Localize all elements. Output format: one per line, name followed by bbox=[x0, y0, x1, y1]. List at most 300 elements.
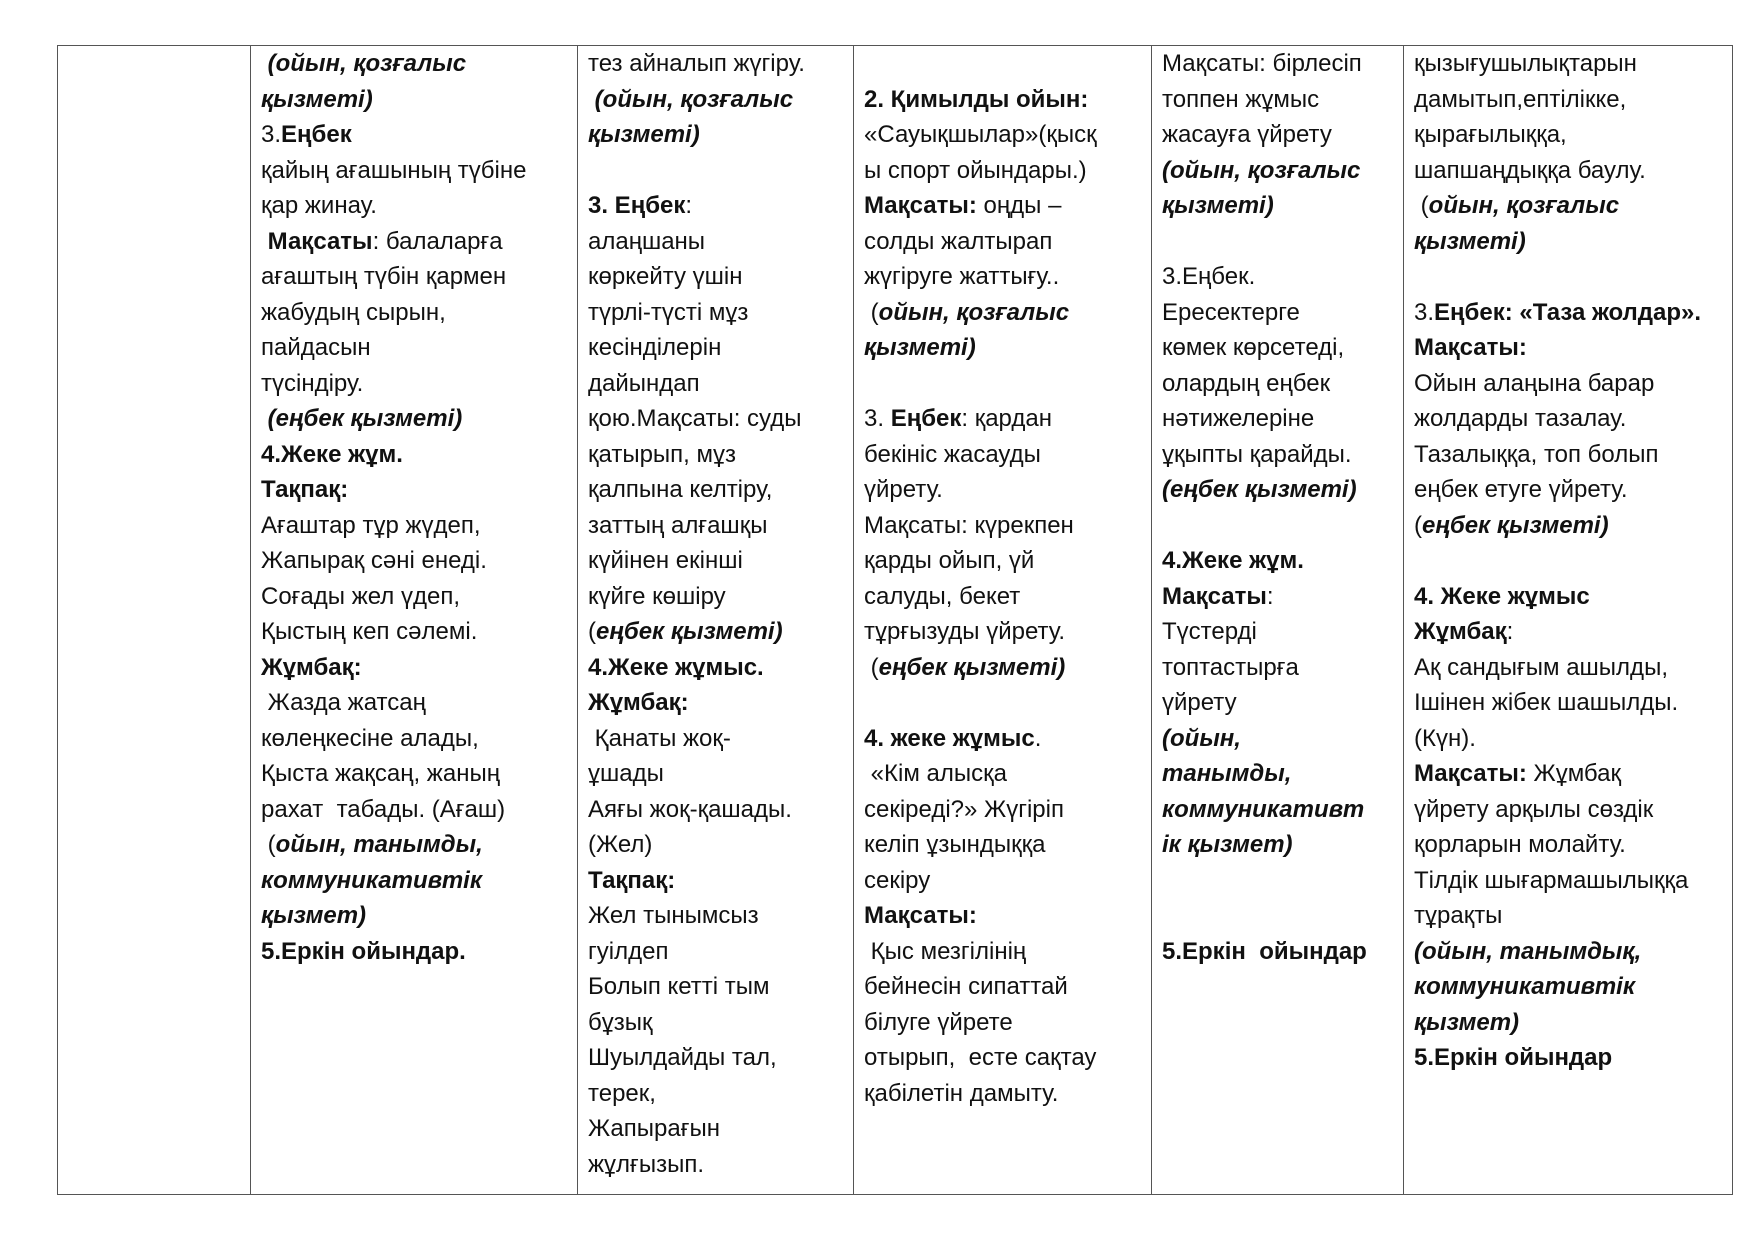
text-run: бейнесін сипаттай bbox=[864, 973, 1068, 1000]
text-line bbox=[864, 153, 1145, 189]
text-run: олардың еңбек bbox=[1162, 369, 1331, 397]
text-line bbox=[261, 330, 571, 366]
text-run bbox=[261, 50, 268, 77]
text-run: Жел тынымсыз bbox=[588, 902, 759, 929]
text-line bbox=[261, 82, 571, 118]
text-run: қабілетін дамыту. bbox=[864, 1079, 1059, 1107]
text-line bbox=[1414, 366, 1726, 402]
text-line bbox=[864, 756, 1145, 792]
text-line bbox=[261, 721, 571, 757]
text-line bbox=[261, 401, 571, 437]
text-run: Ересектерге bbox=[1162, 298, 1300, 326]
text-line bbox=[1162, 685, 1397, 721]
table-cell-col-1 bbox=[251, 46, 578, 1195]
text-line bbox=[1414, 153, 1726, 189]
text-run: еңбек қызметі) bbox=[878, 653, 1066, 681]
blank-line bbox=[864, 366, 1145, 402]
text-run: солды жалтырап bbox=[864, 227, 1053, 255]
text-run: ік қызмет) bbox=[1162, 831, 1293, 858]
text-run: топтастырға bbox=[1162, 653, 1299, 681]
text-line bbox=[1162, 472, 1397, 508]
text-line bbox=[261, 153, 571, 189]
text-run: шапшаңдыққа баулу. bbox=[1414, 156, 1646, 184]
text-line bbox=[1162, 401, 1397, 437]
text-line bbox=[1414, 934, 1726, 970]
text-line bbox=[1414, 472, 1726, 508]
text-run: Жапырағын bbox=[588, 1115, 720, 1142]
text-line bbox=[588, 259, 847, 295]
text-run: келіп ұзындыққа bbox=[864, 831, 1046, 858]
text-line bbox=[588, 224, 847, 260]
text-line bbox=[261, 437, 571, 473]
text-run: қырағылыққа, bbox=[1414, 121, 1567, 148]
text-line bbox=[588, 969, 847, 1005]
text-run: Түстерді bbox=[1162, 618, 1257, 645]
table-cell-col-2 bbox=[578, 46, 854, 1195]
text-run: Ойын алаңына барар bbox=[1414, 369, 1655, 397]
blank-line bbox=[864, 46, 1145, 82]
text-line bbox=[1162, 650, 1397, 686]
text-run: (ойын, bbox=[1162, 724, 1241, 752]
text-line bbox=[1162, 295, 1397, 331]
text-line bbox=[261, 898, 571, 934]
table-cell-col-0 bbox=[58, 46, 251, 1195]
text-line bbox=[864, 188, 1145, 224]
text-line bbox=[1162, 82, 1397, 118]
text-run: қызметі) bbox=[261, 85, 373, 113]
text-line bbox=[588, 117, 847, 153]
text-run: коммуникативтік bbox=[1414, 973, 1635, 1000]
text-run: дамытып,ептілікке, bbox=[1414, 85, 1627, 113]
text-line bbox=[261, 827, 571, 863]
text-line bbox=[588, 1076, 847, 1112]
text-line bbox=[1162, 188, 1397, 224]
text-run: (Күн). bbox=[1414, 724, 1476, 752]
text-line bbox=[1414, 188, 1726, 224]
text-line bbox=[864, 969, 1145, 1005]
text-run: Мақсаты bbox=[1162, 582, 1267, 610]
text-run: 3. bbox=[864, 405, 891, 432]
text-run: 4.Жеке жұмыс. bbox=[588, 653, 764, 681]
text-run: қызметі) bbox=[1162, 192, 1274, 219]
text-run: 3. bbox=[1414, 298, 1435, 326]
text-line bbox=[1162, 827, 1397, 863]
text-line bbox=[261, 472, 571, 508]
text-run: : bbox=[1266, 582, 1274, 610]
text-run: оңды – bbox=[976, 192, 1062, 219]
text-line bbox=[588, 934, 847, 970]
text-line bbox=[1414, 792, 1726, 828]
text-run: Мақсаты: bbox=[864, 902, 977, 929]
text-run: күйге көшіру bbox=[588, 582, 726, 610]
text-line bbox=[588, 650, 847, 686]
text-run: : bbox=[685, 192, 693, 219]
text-run: білуге үйрете bbox=[864, 1008, 1013, 1036]
text-line bbox=[261, 295, 571, 331]
text-line bbox=[864, 827, 1145, 863]
text-run: : қардан bbox=[961, 405, 1052, 432]
text-run: ұшады bbox=[588, 760, 664, 787]
text-run: жабудың сырын, bbox=[261, 298, 446, 326]
blank-line bbox=[588, 153, 847, 189]
text-run: ойын, танымды, bbox=[275, 831, 483, 858]
text-line bbox=[261, 863, 571, 899]
table-cell-col-3 bbox=[854, 46, 1152, 1195]
text-run: (ойын, қозғалыс bbox=[594, 85, 794, 113]
text-run: Тазалыққа, топ болып bbox=[1414, 440, 1659, 468]
text-line bbox=[864, 650, 1145, 686]
text-line bbox=[261, 756, 571, 792]
text-run: 5.Еркін ойындар. bbox=[261, 937, 466, 965]
text-run: Жазда жатсаң bbox=[261, 689, 426, 716]
text-run: (ойын, танымдық, bbox=[1414, 937, 1642, 965]
text-run: қою.Мақсаты: суды bbox=[588, 405, 802, 432]
text-run: Мақсаты: бірлесіп bbox=[1162, 50, 1362, 77]
text-run: ойын, қозғалыс bbox=[878, 298, 1070, 326]
text-line bbox=[1414, 863, 1726, 899]
text-line bbox=[1414, 437, 1726, 473]
text-run: Ағаштар тұр жүдеп, bbox=[261, 511, 481, 539]
text-run: еңбек қызметі) bbox=[596, 618, 783, 645]
text-run: Тақпақ: bbox=[588, 866, 676, 894]
text-run: Қанаты жоқ- bbox=[588, 724, 731, 752]
text-line bbox=[1414, 46, 1726, 82]
text-line bbox=[1414, 1040, 1726, 1076]
text-line bbox=[864, 82, 1145, 118]
text-run: ойын, қозғалыс bbox=[1428, 192, 1620, 219]
text-line bbox=[864, 224, 1145, 260]
text-run: қызығушылықтарын bbox=[1414, 50, 1637, 77]
text-run: Мақсаты: күрекпен bbox=[864, 511, 1074, 539]
text-run: : bbox=[1506, 618, 1514, 645]
text-run: отырып, есте сақтау bbox=[864, 1044, 1097, 1071]
text-run bbox=[261, 228, 268, 255]
text-line bbox=[261, 650, 571, 686]
text-run: көлеңкесіне алады, bbox=[261, 724, 479, 752]
text-run: қайың ағашының түбіне bbox=[261, 156, 527, 184]
blank-line bbox=[1162, 863, 1397, 899]
lesson-plan-table bbox=[57, 45, 1733, 1195]
text-run: 2. Қимылды ойын: bbox=[864, 85, 1089, 113]
text-line bbox=[864, 792, 1145, 828]
text-line bbox=[864, 1076, 1145, 1112]
text-run: ( bbox=[1414, 192, 1429, 219]
text-line bbox=[864, 117, 1145, 153]
text-line bbox=[588, 685, 847, 721]
text-run: 4.Жеке жұм. bbox=[261, 440, 403, 468]
text-line bbox=[1414, 224, 1726, 260]
text-run: ұқыпты қарайды. bbox=[1162, 440, 1352, 468]
text-line bbox=[261, 614, 571, 650]
text-run: (еңбек қызметі) bbox=[267, 405, 463, 432]
text-line bbox=[588, 792, 847, 828]
text-run: . bbox=[1034, 724, 1042, 752]
text-line bbox=[1414, 1005, 1726, 1041]
text-run: тұрғызуды үйрету. bbox=[864, 618, 1066, 645]
text-line bbox=[1414, 117, 1726, 153]
text-run: Жұмбақ: bbox=[261, 653, 362, 681]
text-line bbox=[1414, 508, 1726, 544]
text-run: қызмет) bbox=[261, 902, 367, 929]
text-run: үйрету. bbox=[864, 476, 943, 503]
text-run: Мақсаты: bbox=[1414, 760, 1527, 787]
text-run: жұлғызып. bbox=[588, 1150, 704, 1178]
text-run: 3.Еңбек. bbox=[1162, 263, 1256, 290]
blank-line bbox=[1414, 259, 1726, 295]
text-run: Қыс мезгілінің bbox=[864, 937, 1027, 965]
text-run: қалпына келтіру, bbox=[588, 476, 773, 503]
text-line bbox=[261, 188, 571, 224]
text-line bbox=[864, 472, 1145, 508]
text-run: қар жинау. bbox=[261, 192, 377, 219]
text-line bbox=[588, 330, 847, 366]
text-run: Тілдік шығармашылыққа bbox=[1414, 866, 1689, 894]
text-run: салуды, бекет bbox=[864, 582, 1021, 610]
text-line bbox=[864, 579, 1145, 615]
text-run: түрлі-түсті мұз bbox=[588, 298, 749, 326]
text-run: нәтижелеріне bbox=[1162, 405, 1315, 432]
text-run: пайдасын bbox=[261, 334, 371, 361]
text-line bbox=[864, 401, 1145, 437]
text-run: ы спорт ойындары.) bbox=[864, 156, 1087, 184]
text-line bbox=[1414, 401, 1726, 437]
text-run: Еңбек: «Таза жолдар». bbox=[1434, 298, 1702, 326]
text-line bbox=[864, 295, 1145, 331]
text-run: Ішінен жібек шашылды. bbox=[1414, 689, 1679, 716]
text-run: Қыстың кеп сәлемі. bbox=[261, 618, 478, 645]
text-line bbox=[1162, 721, 1397, 757]
text-run: Жұмбақ bbox=[1414, 618, 1507, 645]
text-line bbox=[864, 543, 1145, 579]
text-run: ағаштың түбін қармен bbox=[261, 263, 507, 290]
text-run: Ақ сандығым ашылды, bbox=[1414, 653, 1668, 681]
text-run: Жапырақ сәні енеді. bbox=[261, 547, 487, 574]
text-run: еңбек етуге үйрету. bbox=[1414, 476, 1628, 503]
text-run: «Сауықшылар»(қысқ bbox=[864, 121, 1097, 148]
text-line bbox=[588, 401, 847, 437]
text-run: «Кім алысқа bbox=[864, 760, 1007, 787]
text-run: қызметі) bbox=[588, 121, 700, 148]
text-run: (еңбек қызметі) bbox=[1162, 476, 1357, 503]
text-line bbox=[588, 614, 847, 650]
text-run: рахат табады. (Ағаш) bbox=[261, 795, 506, 823]
text-line bbox=[864, 1040, 1145, 1076]
text-run: жүгіруге жаттығу.. bbox=[864, 263, 1060, 290]
text-line bbox=[864, 721, 1145, 757]
text-run: Еңбек bbox=[890, 405, 962, 432]
text-line bbox=[1162, 46, 1397, 82]
text-run: бекініс жасауды bbox=[864, 440, 1041, 468]
text-line bbox=[864, 437, 1145, 473]
text-line bbox=[864, 898, 1145, 934]
text-line bbox=[588, 508, 847, 544]
text-run: қызмет) bbox=[1414, 1008, 1520, 1036]
text-line bbox=[864, 259, 1145, 295]
text-line bbox=[1414, 614, 1726, 650]
text-line bbox=[261, 543, 571, 579]
text-line bbox=[864, 508, 1145, 544]
text-run: көмек көрсетеді, bbox=[1162, 334, 1345, 361]
text-line bbox=[1414, 330, 1726, 366]
text-run: 3. Еңбек bbox=[588, 192, 686, 219]
text-line bbox=[588, 82, 847, 118]
text-run: 4. жеке жұмыс bbox=[864, 724, 1035, 752]
text-line bbox=[261, 934, 571, 970]
text-line bbox=[1162, 756, 1397, 792]
text-run: ( bbox=[261, 831, 276, 858]
text-line bbox=[261, 224, 571, 260]
text-run: коммуникативт bbox=[1162, 795, 1365, 823]
text-run: қарды ойып, үй bbox=[864, 547, 1035, 574]
text-run: 4. Жеке жұмыс bbox=[1414, 582, 1590, 610]
text-line bbox=[1414, 721, 1726, 757]
text-run: еңбек қызметі) bbox=[1422, 511, 1609, 539]
text-run: түсіндіру. bbox=[261, 369, 364, 397]
text-run: қызметі) bbox=[1414, 227, 1526, 255]
text-line bbox=[588, 472, 847, 508]
text-run: секіру bbox=[864, 866, 931, 894]
text-run: жолдарды тазалау. bbox=[1414, 405, 1627, 432]
text-run: үйрету bbox=[1162, 689, 1237, 716]
text-run: тұрақты bbox=[1414, 902, 1503, 929]
text-line bbox=[588, 1111, 847, 1147]
text-run: қатырып, мұз bbox=[588, 440, 736, 468]
text-run: Жұмбақ: bbox=[588, 689, 689, 716]
text-line bbox=[261, 508, 571, 544]
text-run: көркейту үшін bbox=[588, 263, 743, 290]
text-run: бұзық bbox=[588, 1008, 653, 1036]
text-line bbox=[588, 188, 847, 224]
text-line bbox=[261, 792, 571, 828]
text-run: (Жел) bbox=[588, 831, 653, 858]
text-run: (ойын, қозғалыс bbox=[267, 50, 467, 77]
text-run: Мақсаты: bbox=[1414, 334, 1527, 361]
text-line bbox=[588, 827, 847, 863]
text-run: Аяғы жоқ-қашады. bbox=[588, 795, 792, 823]
text-run: танымды, bbox=[1162, 760, 1292, 787]
text-run bbox=[588, 86, 595, 113]
text-line bbox=[1162, 543, 1397, 579]
text-run bbox=[261, 405, 268, 432]
text-line bbox=[1414, 969, 1726, 1005]
text-line bbox=[1162, 579, 1397, 615]
text-run: ( bbox=[864, 298, 879, 326]
text-line bbox=[261, 259, 571, 295]
text-run: гуілдеп bbox=[588, 937, 669, 965]
text-line bbox=[1162, 153, 1397, 189]
blank-line bbox=[864, 685, 1145, 721]
text-line bbox=[588, 898, 847, 934]
blank-line bbox=[1162, 224, 1397, 260]
text-line bbox=[588, 863, 847, 899]
blank-line bbox=[1414, 543, 1726, 579]
text-line bbox=[1162, 934, 1397, 970]
text-line bbox=[1414, 650, 1726, 686]
text-line bbox=[1162, 259, 1397, 295]
table-cell-col-5 bbox=[1404, 46, 1733, 1195]
text-run: ( bbox=[1414, 511, 1422, 539]
text-line bbox=[864, 934, 1145, 970]
text-line bbox=[588, 543, 847, 579]
text-line bbox=[1414, 82, 1726, 118]
text-line bbox=[1414, 295, 1726, 331]
text-run: 3. bbox=[261, 121, 282, 148]
text-run: топпен жұмыс bbox=[1162, 85, 1320, 113]
text-line bbox=[588, 756, 847, 792]
text-line bbox=[261, 46, 571, 82]
text-run: 5.Еркін ойындар bbox=[1162, 937, 1367, 965]
blank-line bbox=[1162, 508, 1397, 544]
text-line bbox=[1414, 827, 1726, 863]
text-run: Соғады жел үдеп, bbox=[261, 582, 460, 610]
text-run: қызметі) bbox=[864, 334, 976, 361]
text-run: Мақсаты: bbox=[864, 192, 977, 219]
text-line bbox=[1162, 330, 1397, 366]
text-run: (ойын, қозғалыс bbox=[1162, 156, 1361, 184]
text-run: Жұмбақ bbox=[1526, 760, 1621, 787]
text-line bbox=[588, 46, 847, 82]
text-line bbox=[1414, 579, 1726, 615]
text-line bbox=[588, 579, 847, 615]
text-run: кесінділерін bbox=[588, 334, 722, 361]
text-run: тез айналып жүгіру. bbox=[588, 50, 805, 77]
text-run: Болып кетті тым bbox=[588, 973, 770, 1000]
text-run: Қыста жақсаң, жаның bbox=[261, 760, 500, 787]
text-run: Мақсаты bbox=[267, 227, 373, 255]
text-run: 5.Еркін ойындар bbox=[1414, 1044, 1613, 1071]
text-line bbox=[1162, 614, 1397, 650]
text-line bbox=[588, 295, 847, 331]
text-line bbox=[1162, 366, 1397, 402]
text-line bbox=[261, 117, 571, 153]
text-line bbox=[261, 366, 571, 402]
text-line bbox=[588, 1040, 847, 1076]
text-run: : балаларға bbox=[372, 227, 503, 255]
text-run: Еңбек bbox=[281, 121, 352, 148]
blank-line bbox=[1162, 898, 1397, 934]
text-line bbox=[588, 721, 847, 757]
text-run: Тақпақ: bbox=[261, 476, 349, 503]
text-run: қорларын молайту. bbox=[1414, 831, 1626, 858]
text-line bbox=[588, 1147, 847, 1183]
text-run: секіреді?» Жүгіріп bbox=[864, 795, 1064, 823]
text-line bbox=[1162, 792, 1397, 828]
text-line bbox=[261, 579, 571, 615]
text-run: 4.Жеке жұм. bbox=[1162, 547, 1304, 574]
table-cell-col-4 bbox=[1152, 46, 1404, 1195]
text-run: коммуникативтік bbox=[261, 866, 482, 894]
text-run: заттың алғашқы bbox=[588, 511, 768, 539]
text-line bbox=[1414, 898, 1726, 934]
text-run: ( bbox=[588, 618, 596, 645]
text-run: жасауға үйрету bbox=[1162, 121, 1332, 148]
text-line bbox=[1162, 117, 1397, 153]
text-run: Шуылдайды тал, bbox=[588, 1044, 777, 1071]
text-run: ( bbox=[864, 653, 879, 681]
text-run: алаңшаны bbox=[588, 227, 706, 255]
text-line bbox=[588, 437, 847, 473]
text-run: дайындап bbox=[588, 369, 700, 397]
text-line bbox=[588, 366, 847, 402]
table-row bbox=[58, 46, 1733, 1195]
text-line bbox=[1414, 756, 1726, 792]
text-line bbox=[864, 863, 1145, 899]
text-run: үйрету арқылы сөздік bbox=[1414, 795, 1654, 823]
text-run: терек, bbox=[588, 1079, 656, 1107]
text-line bbox=[588, 1005, 847, 1041]
text-line bbox=[1414, 685, 1726, 721]
text-run: күйінен екінші bbox=[588, 547, 743, 574]
